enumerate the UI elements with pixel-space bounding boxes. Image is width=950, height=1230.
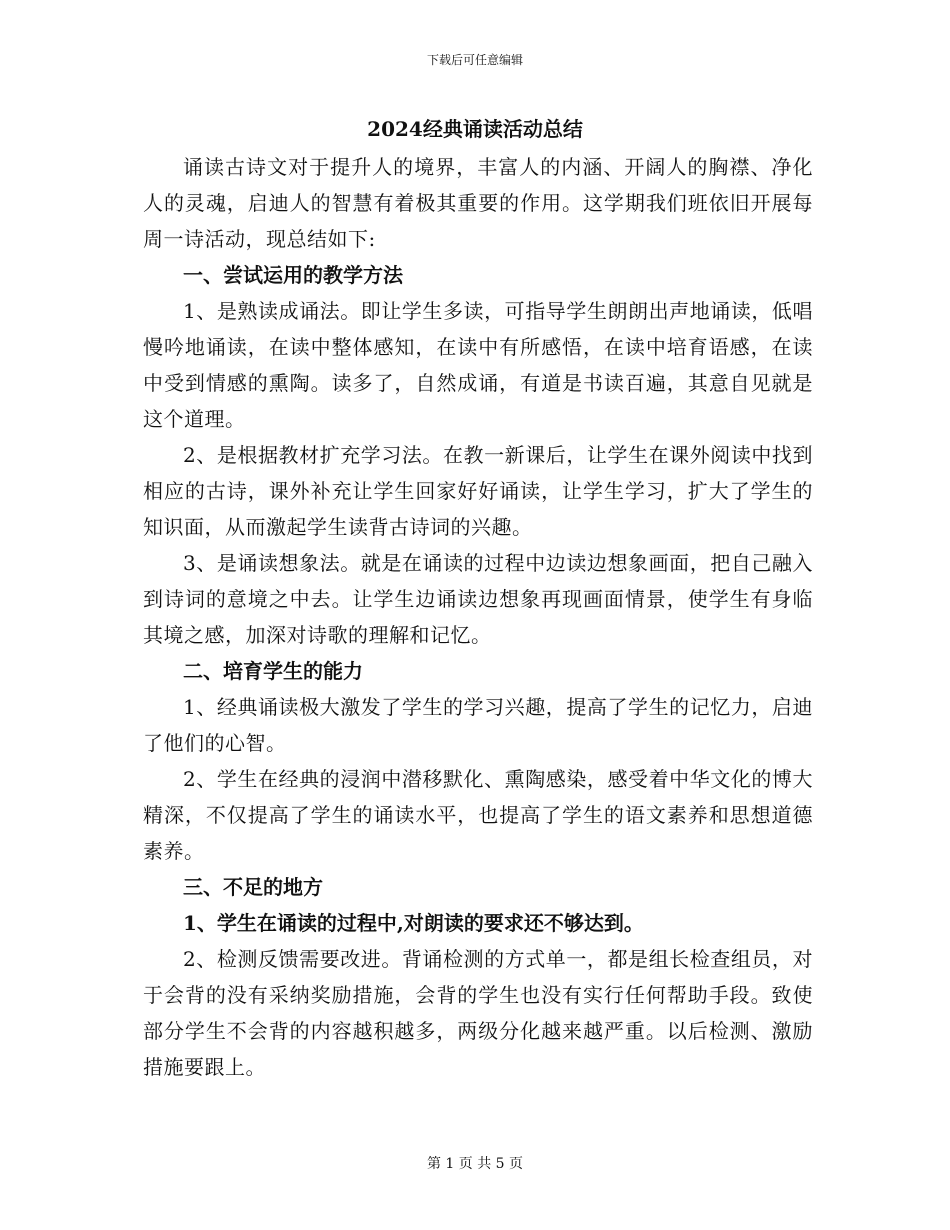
- section-heading-shortcomings: 三、不足的地方: [183, 875, 323, 899]
- page-header: 下载后可任意编辑: [426, 53, 523, 67]
- section-heading-methods: 一、尝试运用的教学方法: [183, 263, 403, 287]
- document-title: 2024经典诵读活动总结: [367, 117, 583, 141]
- paragraph: 2、学生在经典的浸润中潜移默化、熏陶感染，感受着中华文化的博大精深，不仅提高了学生的诵读水平，也提高了学生的语文素养和思想道德素养。: [143, 767, 813, 863]
- paragraph: 3、是诵读想象法。就是在诵读的过程中边读边想象画面，把自己融入到诗词的意境之中去。让学生边诵读边想象再现画面情景，使学生有身临其境之感，加深对诗歌的理解和记忆。: [143, 551, 813, 647]
- document-body: [143, 149, 813, 1085]
- paragraph: 2、是根据教材扩充学习法。在教一新课后，让学生在课外阅读中找到相应的古诗，课外补充让学生回家好好诵读，让学生学习，扩大了学生的知识面，从而激起学生读背古诗词的兴趣。: [143, 443, 813, 539]
- paragraph: 1、是熟读成诵法。即让学生多读，可指导学生朗朗出声地诵读，低唱慢吟地诵读，在读中整体感知，在读中有所感悟，在读中培育语感，在读中受到情感的熏陶。读多了，自然成诵，有道是书读百遍，其意自见就是这个道理。: [143, 299, 813, 431]
- intro-paragraph: 诵读古诗文对于提升人的境界，丰富人的内涵、开阔人的胸襟、净化人的灵魂，启迪人的智慧有着极其重要的作用。这学期我们班依旧开展每周一诗活动，现总结如下:: [143, 155, 813, 251]
- subheading: 1、学生在诵读的过程中,对朗读的要求还不够达到。: [183, 911, 644, 935]
- paragraph: 2、检测反馈需要改进。背诵检测的方式单一，都是组长检查组员，对于会背的没有采纳奖励措施，会背的学生也没有实行任何帮助手段。致使部分学生不会背的内容越积越多，两级分化越来越严重。以后检测、激励措施要跟上。: [143, 947, 813, 1079]
- section-heading-abilities: 二、培育学生的能力: [183, 659, 363, 683]
- paragraph: 1、经典诵读极大激发了学生的学习兴趣，提高了学生的记忆力，启迪了他们的心智。: [143, 695, 813, 755]
- page-footer: 第 1 页 共 5 页: [426, 1156, 524, 1172]
